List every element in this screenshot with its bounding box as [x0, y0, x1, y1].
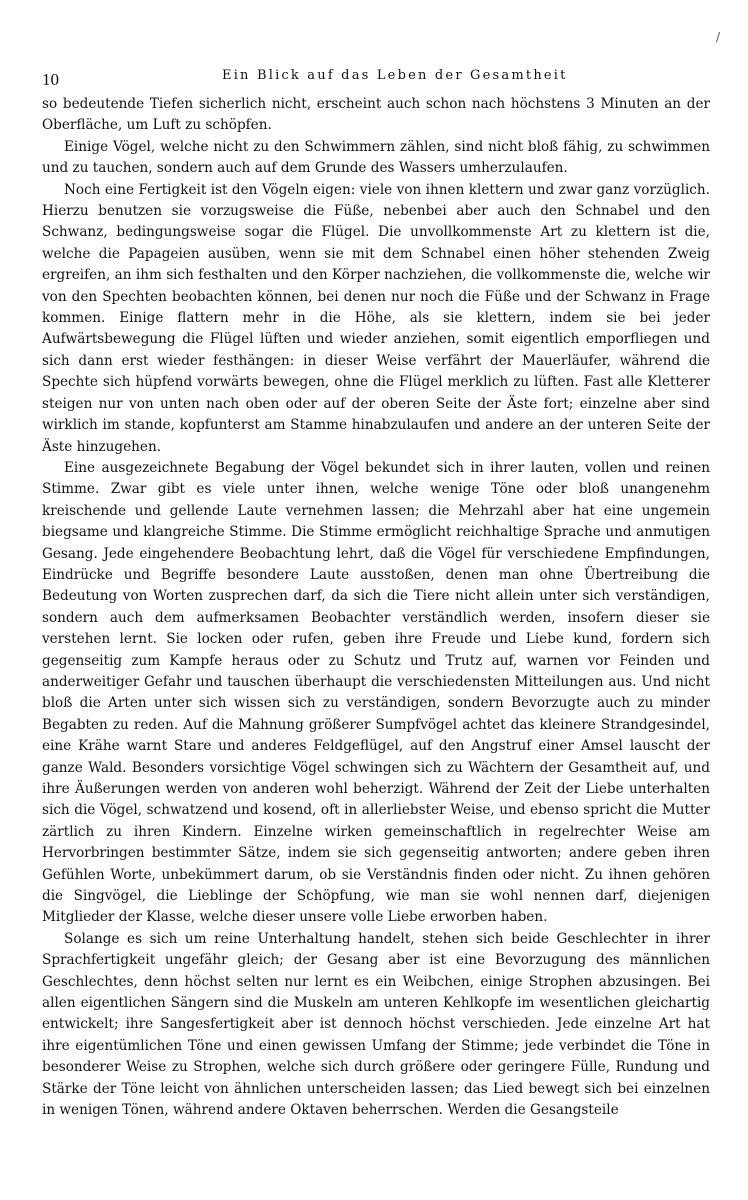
page-number: 10: [42, 70, 59, 89]
paragraph-swimming: Einige Vögel, welche nicht zu den Schwimmern zählen, sind nicht bloß fähig, zu schwimmen und zu tauchen, sondern auch auf dem Grunde des Wassers umherzulaufen.: [42, 138, 710, 177]
paragraph-voice: Eine ausgezeichnete Begabung der Vögel bekundet sich in ihrer lauten, vollen und reinen Stimme. Zwar gibt es viele unter ihnen, welche wenige Töne oder bloß unangenehm kreischende und gellende Laute vernehmen lassen; die Mehrzahl aber hat eine ungemein biegsame und klangreiche Stimme. Die Stimme ermöglicht reichhaltige Sprache und anmutigen Gesang. Jede eingehendere Beobachtung lehrt, daß die Vögel für verschiedene Empfindungen, Eindrücke und Begriffe besondere Laute ausstoßen, denen man ohne Übertreibung die Bedeutung von Worten zusprechen darf, da sich die Tiere nicht allein unter sich verständigen, sondern auch dem aufmerksamen Beobachter verständlich werden, insofern dieser sie verstehen lernt. Sie locken oder rufen, geben ihre Freude und Liebe kund, fordern sich gegenseitig zum Kampfe heraus oder zu Schutz und Trutz auf, warnen vor Feinden und anderweitiger Gefahr und tauschen überhaupt die verschiedensten Mitteilungen aus. Und nicht bloß die Arten unter sich wissen sich zu verständigen, sondern Bevorzugte auch zu minder Begabten zu reden. Auf die Mahnung größerer Sumpfvögel achtet das kleinere Strandgesindel, eine Krähe warnt Stare und anderes Feldgeflügel, auf den Angstruf einer Amsel lauscht der ganze Wald. Besonders vorsichtige Vögel schwingen sich zu Wächtern der Gesamtheit auf, und ihre Äußerungen werden von anderen wohl beherzigt. Während der Zeit der Liebe unterhalten sich die Vögel, schwatzend und kosend, oft in allerliebster Weise, und ebenso spricht die Mutter zärtlich zu ihren Kindern. Einzelne wirken gemeinschaftlich in regelrechter Weise am Hervorbringen bestimmter Sätze, indem sie sich gegenseitig antworten; andere geben ihren Gefühlen Worte, unbekümmert darum, ob sie Verständnis finden oder nicht. Zu ihnen gehören die Singvögel, die Lieblinge der Schöpfung, wie man sie wohl nennen darf, diejenigen Mitglieder der Klasse, welche dieser unsere volle Liebe erworben haben.: [42, 459, 710, 926]
book-page: [42, 68, 710, 1122]
paragraph-climbing: Noch eine Fertigkeit ist den Vögeln eigen: viele von ihnen klettern und zwar ganz vorzüglich. Hierzu benutzen sie vorzugsweise die Füße, nebenbei aber auch den Schnabel und den Schwanz, bedingungsweise sogar die Flügel. Die unvollkommenste Art zu klettern ist die, welche die Papageien ausüben, wenn sie mit dem Schnabel einen höher stehenden Zweig ergreifen, an ihm sich festhalten und den Körper nachziehen, die vollkommenste die, welche wir von den Spechten beobachten können, bei denen nur noch die Füße und der Schwanz in Frage kommen. Einige flattern mehr in die Höhe, als sie klettern, indem sie bei jeder Aufwärtsbewegung die Flügel lüften und wieder anziehen, somit eigentlich emporfliegen und sich dann erst wieder festhängen: in dieser Weise verfährt der Mauerläufer, während die Spechte sich hüpfend vorwärts bewegen, ohne die Flügel merklich zu lüften. Fast alle Kletterer steigen nur von unten nach oben oder auf der oberen Seite der Äste fort; einzelne aber sind wirklich im stande, kopfunterst am Stamme hinabzulaufen und andere an der unteren Seite der Äste hinzugehen.: [42, 181, 710, 455]
running-head: [42, 68, 710, 94]
running-title: Ein Blick auf das Leben der Gesamtheit: [222, 68, 568, 83]
margin-mark: /: [716, 30, 721, 44]
body-text: [42, 94, 710, 1122]
paragraph-song: Solange es sich um reine Unterhaltung handelt, stehen sich beide Geschlechter in ihrer Sprachfertigkeit ungefähr gleich; der Gesang aber ist eine Bevorzugung des männlichen Geschlechtes, denn höchst selten nur lernt es ein Weibchen, einige Strophen abzusingen. Bei allen eigentlichen Sängern sind die Muskeln am unteren Kehlkopfe im wesentlichen gleichartig entwickelt; ihre Sangesfertigkeit aber ist dennoch höchst verschieden. Jede einzelne Art hat ihre eigentümlichen Töne und einen gewissen Umfang der Stimme; jede verbindet die Töne in besonderer Weise zu Strophen, welche sich durch größere oder geringere Fülle, Rundung und Stärke der Töne leicht von ähnlichen unterscheiden lassen; das Lied bewegt sich bei einzelnen in wenigen Tönen, während andere Oktaven beherrschen. Werden die Gesangsteile: [42, 930, 710, 1119]
paragraph-continuation: so bedeutende Tiefen sicherlich nicht, erscheint auch schon nach höchstens 3 Minuten an der Oberfläche, um Luft zu schöpfen.: [42, 96, 710, 134]
